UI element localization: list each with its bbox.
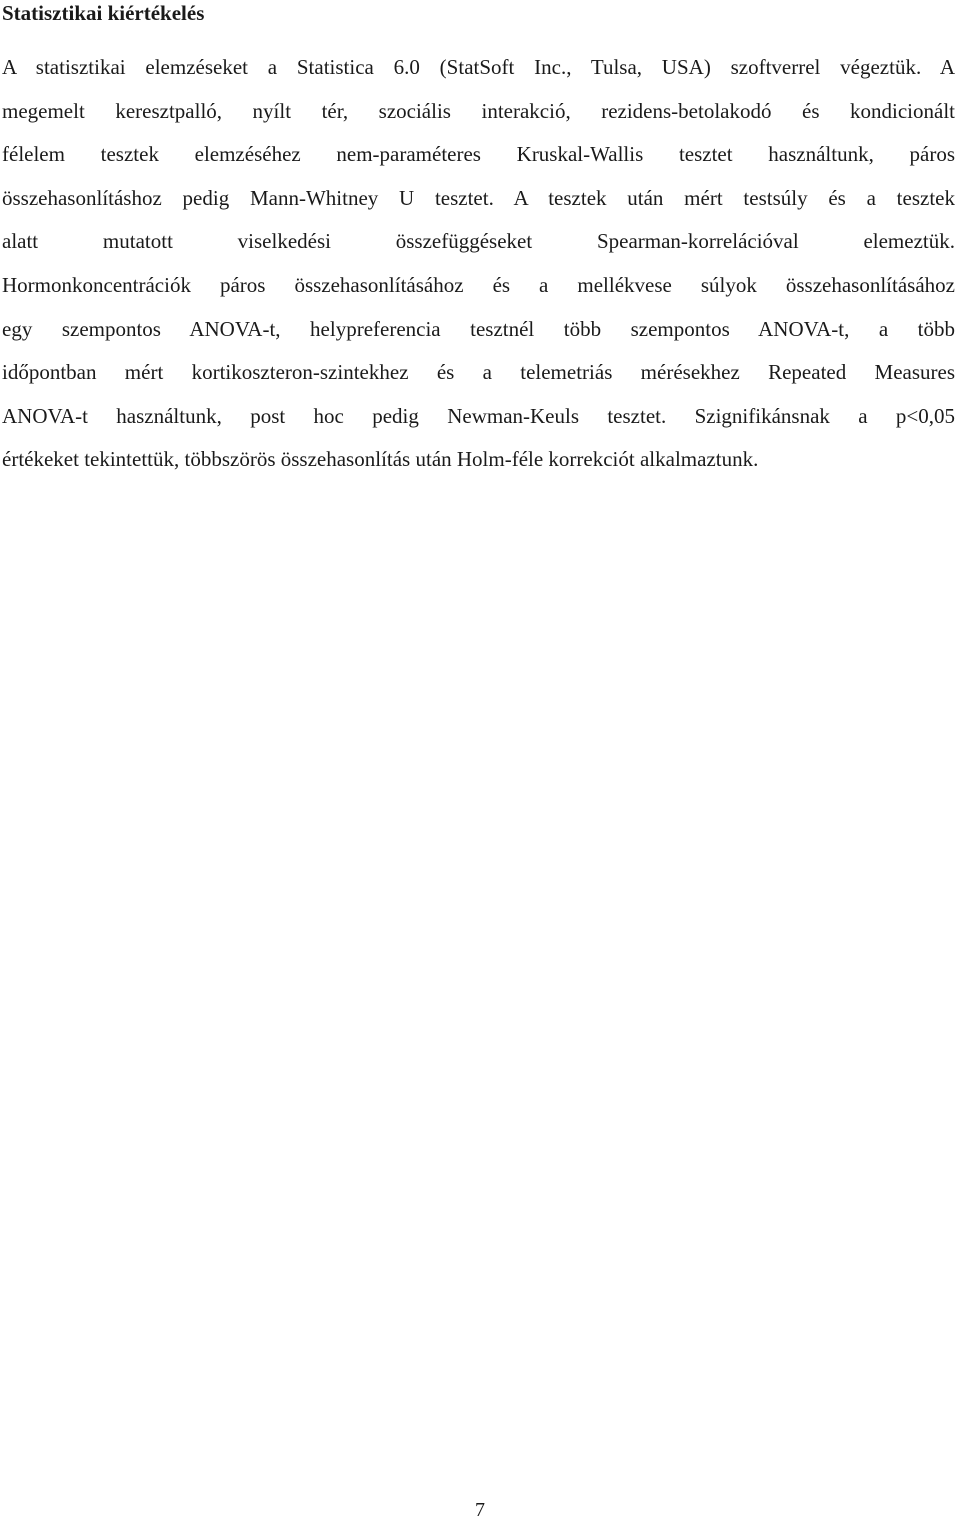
paragraph-line: egy szempontos ANOVA-t, helypreferencia tesztnél több szempontos ANOVA-t, a több [2, 316, 955, 341]
paragraph-line: félelem tesztek elemzéséhez nem-paraméteres Kruskal-Wallis tesztet használtunk, páros [2, 142, 955, 167]
paragraph-line: értékeket tekintettük, többszörös összehasonlítás után Holm-féle korrekciót alkalmaztunk. [2, 447, 759, 472]
paragraph-line: időpontban mért kortikoszteron-szintekhez és a telemetriás mérésekhez Repeated Measures [2, 360, 955, 385]
paragraph-line: Hormonkoncentrációk páros összehasonlításához és a mellékvese súlyok összehasonlításához [2, 272, 955, 297]
page-number: 7 [475, 1499, 485, 1521]
methods-paragraph [2, 46, 955, 482]
paragraph-line: ANOVA-t használtunk, post hoc pedig Newman-Keuls tesztet. Szignifikánsnak a p<0,05 [2, 403, 955, 428]
section-heading: Statisztikai kiértékelés [2, 1, 205, 25]
paragraph-line: alatt mutatott viselkedési összefüggéseket Spearman-korrelációval elemeztük. [2, 229, 955, 254]
paragraph-line: összehasonlításhoz pedig Mann-Whitney U tesztet. A tesztek után mért testsúly és a tesztek [2, 185, 955, 210]
paragraph-line: A statisztikai elemzéseket a Statistica 6.0 (StatSoft Inc., Tulsa, USA) szoftverrel végeztük. A [2, 55, 955, 79]
paragraph-line: megemelt keresztpalló, nyílt tér, szociális interakció, rezidens-betolakodó és kondicionált [2, 98, 955, 123]
